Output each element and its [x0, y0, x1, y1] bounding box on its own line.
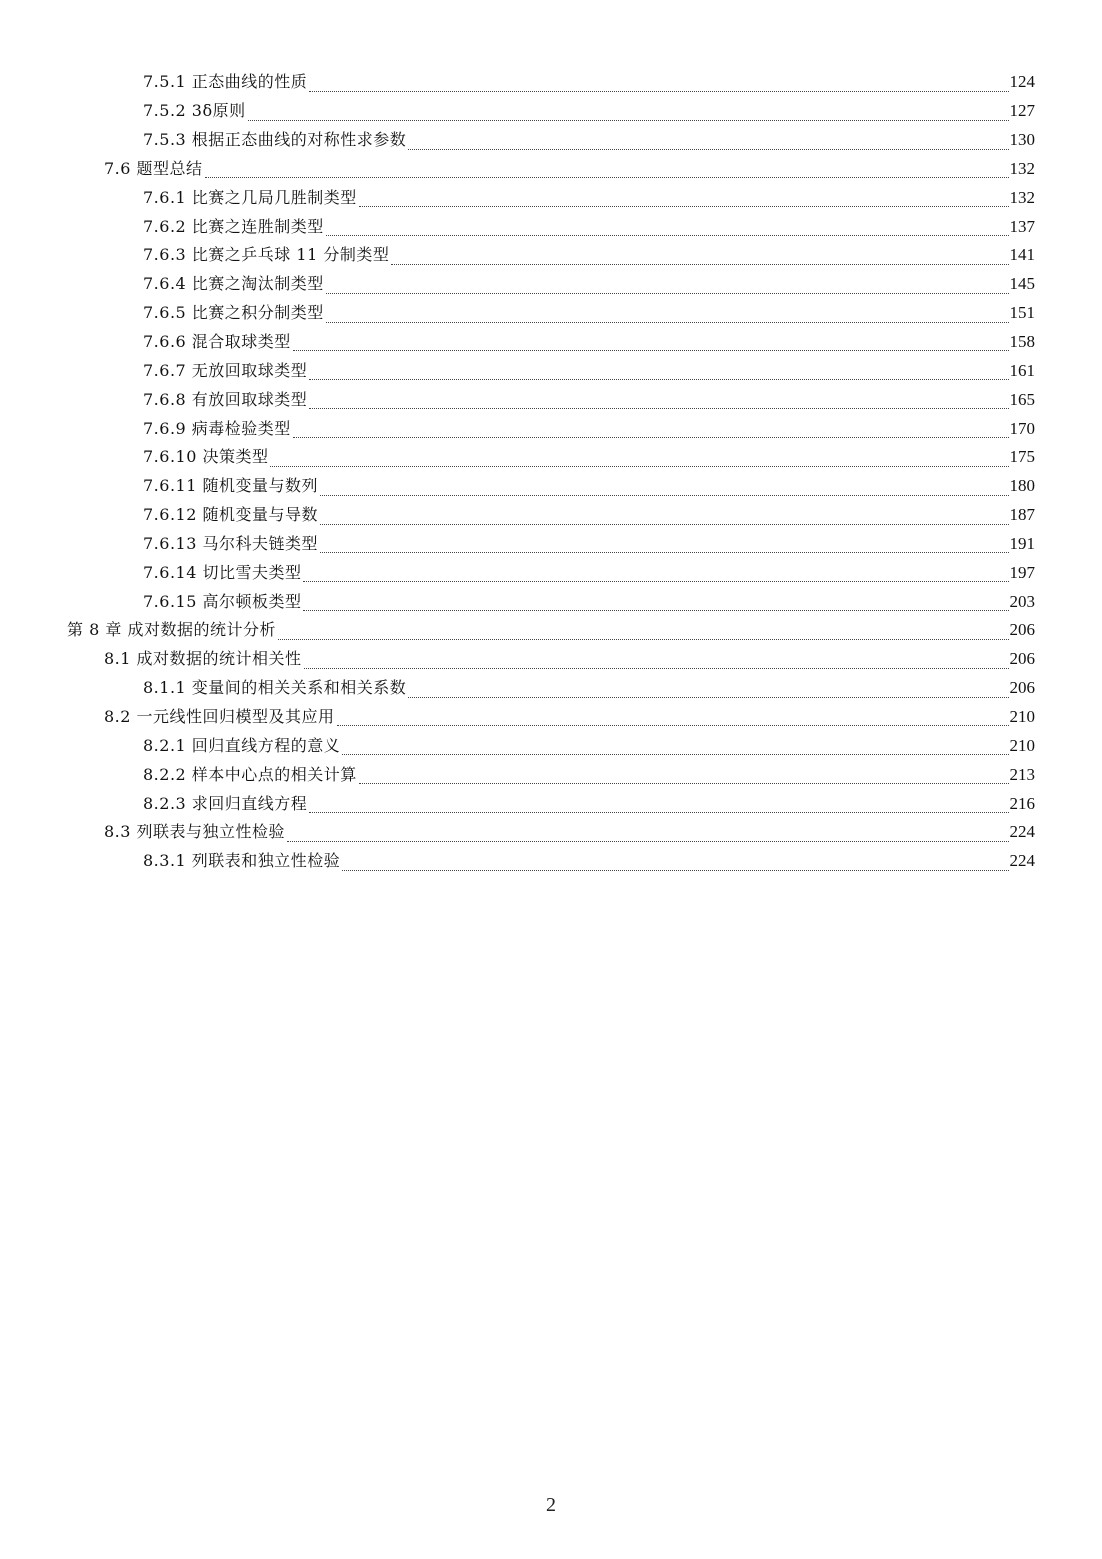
toc-entry[interactable] [0, 68, 1102, 97]
toc-entry-page: 130 [1009, 130, 1035, 150]
page-number: 2 [546, 1494, 556, 1516]
toc-entry[interactable] [0, 414, 1102, 443]
toc-entry[interactable] [0, 703, 1102, 732]
toc-entry[interactable] [0, 212, 1102, 241]
toc-entry-title: 7.6.11 随机变量与数列 [143, 476, 318, 496]
toc-entry-title: 7.6.12 随机变量与导数 [143, 505, 318, 525]
toc-entry-title: 7.6.15 高尔顿板类型 [143, 591, 302, 611]
toc-dot-leader [248, 120, 1009, 121]
toc-entry-title: 7.6.14 切比雪夫类型 [143, 562, 302, 582]
toc-entry-page: 132 [1009, 187, 1035, 207]
toc-entry-page: 145 [1009, 274, 1035, 294]
toc-entry[interactable] [0, 472, 1102, 501]
toc-dot-leader [320, 495, 1009, 496]
toc-entry[interactable] [0, 356, 1102, 385]
toc-entry[interactable] [0, 645, 1102, 674]
toc-entry[interactable] [0, 155, 1102, 184]
toc-entry[interactable] [0, 760, 1102, 789]
toc-entry-title: 7.6.13 马尔科夫链类型 [143, 533, 318, 553]
toc-entry-page: 161 [1009, 360, 1035, 380]
toc-dot-leader [270, 466, 1008, 467]
toc-entry-page: 224 [1009, 851, 1035, 871]
toc-entry-page: 158 [1009, 332, 1035, 352]
toc-entry[interactable] [0, 270, 1102, 299]
toc-entry-title: 8.2.3 求回归直线方程 [143, 793, 308, 813]
toc-entry-title: 7.6.5 比赛之积分制类型 [143, 303, 324, 323]
toc-entry-title: 7.6.7 无放回取球类型 [143, 360, 308, 380]
toc-dot-leader [278, 639, 1009, 640]
toc-entry[interactable] [0, 674, 1102, 703]
toc-entry-title: 7.6 题型总结 [104, 158, 203, 178]
toc-entry-page: 187 [1009, 505, 1035, 525]
toc-entry-page: 191 [1009, 533, 1035, 553]
toc-entry[interactable] [0, 328, 1102, 357]
toc-entry-title: 7.6.1 比赛之几局几胜制类型 [143, 187, 357, 207]
toc-dot-leader [408, 149, 1008, 150]
toc-dot-leader [303, 581, 1008, 582]
toc-entry-title: 第 8 章 成对数据的统计分析 [67, 620, 276, 640]
toc-entry[interactable] [0, 731, 1102, 760]
toc-entry-title: 7.6.6 混合取球类型 [143, 332, 291, 352]
toc-entry[interactable] [0, 587, 1102, 616]
toc-entry[interactable] [0, 385, 1102, 414]
toc-entry[interactable] [0, 558, 1102, 587]
toc-entry-title: 7.5.2 3δ原则 [143, 101, 246, 121]
toc-entry-page: 141 [1009, 245, 1035, 265]
toc-entry-title: 8.1.1 变量间的相关关系和相关系数 [143, 678, 407, 698]
toc-entry-title: 8.1 成对数据的统计相关性 [104, 649, 302, 669]
toc-entry-page: 213 [1009, 764, 1035, 784]
toc-entry-title: 8.2 一元线性回归模型及其应用 [104, 706, 335, 726]
toc-dot-leader [293, 437, 1009, 438]
toc-dot-leader [287, 841, 1008, 842]
toc-entry[interactable] [0, 616, 1102, 645]
toc-dot-leader [303, 610, 1008, 611]
toc-entry-page: 175 [1009, 447, 1035, 467]
toc-entry[interactable] [0, 789, 1102, 818]
toc-entry-page: 124 [1009, 72, 1035, 92]
toc-dot-leader [309, 812, 1008, 813]
toc-dot-leader [359, 783, 1009, 784]
toc-entry-title: 7.6.3 比赛之乒乓球 11 分制类型 [143, 245, 390, 265]
toc-entry-page: 165 [1009, 389, 1035, 409]
toc-dot-leader [320, 524, 1009, 525]
toc-dot-leader [205, 177, 1009, 178]
toc-entry[interactable] [0, 97, 1102, 126]
toc-dot-leader [342, 870, 1008, 871]
toc-entry[interactable] [0, 126, 1102, 155]
toc-dot-leader [320, 552, 1009, 553]
toc-entry-title: 7.5.3 根据正态曲线的对称性求参数 [143, 130, 407, 150]
toc-entry[interactable] [0, 818, 1102, 847]
toc-dot-leader [304, 668, 1009, 669]
toc-dot-leader [359, 206, 1009, 207]
toc-dot-leader [309, 91, 1008, 92]
toc-entry-page: 170 [1009, 418, 1035, 438]
toc-entry[interactable] [0, 530, 1102, 559]
toc-entry-title: 8.2.2 样本中心点的相关计算 [143, 764, 357, 784]
toc-dot-leader [326, 293, 1009, 294]
toc-entry-page: 132 [1009, 158, 1035, 178]
toc-entry-page: 210 [1009, 735, 1035, 755]
toc-entry[interactable] [0, 847, 1102, 876]
toc-entry-page: 127 [1009, 101, 1035, 121]
toc-dot-leader [326, 235, 1009, 236]
toc-entry-title: 8.3 列联表与独立性检验 [104, 822, 286, 842]
toc-entry-title: 8.2.1 回归直线方程的意义 [143, 735, 341, 755]
toc-entry-page: 206 [1009, 649, 1035, 669]
toc-dot-leader [337, 725, 1009, 726]
toc-entry-title: 7.6.10 决策类型 [143, 447, 269, 467]
toc-entry-title: 7.6.4 比赛之淘汰制类型 [143, 274, 324, 294]
toc-entry-title: 8.3.1 列联表和独立性检验 [143, 851, 341, 871]
toc-dot-leader [293, 350, 1009, 351]
toc-entry-page: 151 [1009, 303, 1035, 323]
toc-entry-page: 180 [1009, 476, 1035, 496]
toc-entry-title: 7.6.9 病毒检验类型 [143, 418, 291, 438]
toc-entry[interactable] [0, 241, 1102, 270]
table-of-contents [0, 68, 1102, 876]
toc-entry[interactable] [0, 183, 1102, 212]
toc-entry[interactable] [0, 443, 1102, 472]
toc-entry-page: 137 [1009, 216, 1035, 236]
toc-entry-page: 210 [1009, 706, 1035, 726]
toc-dot-leader [309, 408, 1008, 409]
toc-entry-page: 206 [1009, 620, 1035, 640]
toc-entry[interactable] [0, 501, 1102, 530]
toc-entry-title: 7.6.8 有放回取球类型 [143, 389, 308, 409]
toc-entry[interactable] [0, 299, 1102, 328]
toc-entry-page: 197 [1009, 562, 1035, 582]
toc-entry-page: 224 [1009, 822, 1035, 842]
toc-dot-leader [342, 754, 1008, 755]
toc-dot-leader [391, 264, 1008, 265]
toc-entry-page: 203 [1009, 591, 1035, 611]
toc-entry-page: 206 [1009, 678, 1035, 698]
toc-dot-leader [326, 322, 1009, 323]
toc-dot-leader [408, 697, 1008, 698]
toc-entry-page: 216 [1009, 793, 1035, 813]
toc-entry-title: 7.5.1 正态曲线的性质 [143, 72, 308, 92]
toc-entry-title: 7.6.2 比赛之连胜制类型 [143, 216, 324, 236]
toc-dot-leader [309, 379, 1008, 380]
